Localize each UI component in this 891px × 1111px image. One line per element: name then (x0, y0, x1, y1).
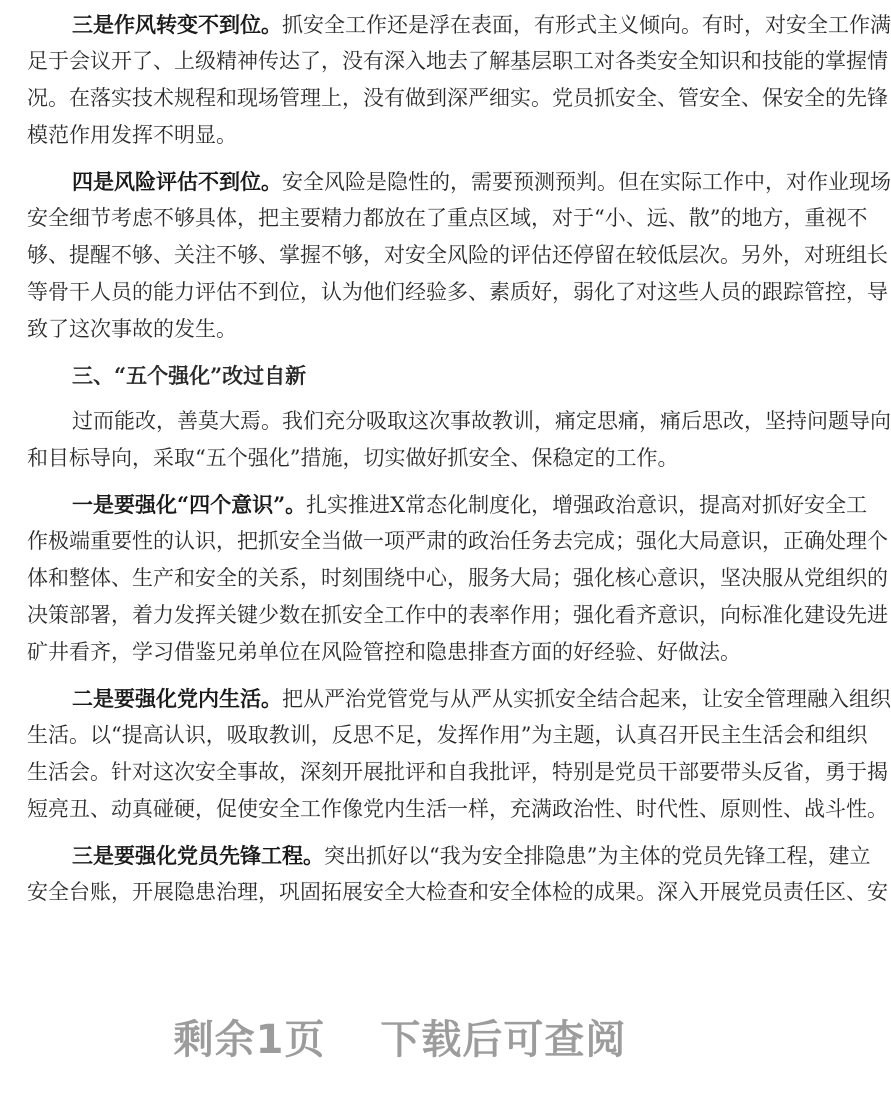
text-line (27, 634, 778, 671)
text-line (27, 717, 868, 754)
paragraph (27, 486, 888, 671)
paragraph-lead: 二是要强化党内生活。 (72, 686, 282, 711)
text-line (27, 597, 888, 634)
paragraph-lead: 一是要强化“四个意识”。 (72, 492, 307, 517)
line-text: 作极端重要性的认识，把抓安全当做一项严肃的政治任务去完成；强化大局意识，正确处理个 (27, 529, 888, 553)
line-text: 矿井看齐，学习借鉴兄弟单位在风险管控和隐患排查方面的好经验、好做法。 (27, 640, 741, 664)
text-line (27, 486, 868, 523)
text-line (27, 874, 888, 911)
line-text: 突出抓好以“我为安全排隐患”为主体的党员先锋工程，建立 (324, 844, 871, 868)
line-text: 安全细节考虑不够具体，把主要精力都放在了重点区域，对于“小、远、散”的地方，重视不 (27, 206, 868, 230)
line-text: 生活会。针对这次安全事故，深刻开展批评和自我批评，特别是党员干部要带头反省，勇于揭 (27, 760, 888, 784)
text-line (27, 403, 891, 440)
paragraph (27, 6, 891, 154)
text-line (27, 791, 888, 828)
text-line (27, 117, 778, 154)
text-line (27, 523, 888, 560)
text-line (27, 80, 888, 117)
text-line (27, 274, 888, 311)
line-text: 过而能改，善莫大焉。我们充分吸取这次事故教训，痛定思痛，痛后思改，坚持问题导向 (72, 409, 891, 433)
line-text: 体和整体、生产和安全的关系，时刻围绕中心，服务大局；强化核心意识，坚决服从党组织的 (27, 566, 888, 590)
text-line (27, 200, 868, 237)
section-heading: 三、“五个强化”改过自新 (72, 363, 307, 388)
line-text: 扎实推进X常态化制度化，增强政治意识，提高对抓好安全工 (306, 493, 868, 517)
paragraph (27, 403, 891, 477)
line-text: 把从严治党管党与从严从实抓安全结合起来，让安全管理融入组织 (282, 687, 891, 711)
line-text: 足于会议开了、上级精神传达了，没有深入地去了解基层职工对各类安全知识和技能的掌握情 (27, 49, 888, 73)
line-text: 生活。以“提高认识，吸取教训，反思不足，发挥作用”为主题，认真召开民主生活会和组织 (27, 723, 868, 747)
line-text: 安全风险是隐性的，需要预测预判。但在实际工作中，对作业现场 (282, 170, 891, 194)
paragraph (27, 163, 891, 348)
download-prompt[interactable] (0, 1008, 800, 1065)
paragraph (27, 837, 888, 911)
remaining-pages-label: 剩余1页 (173, 1017, 326, 1063)
download-to-view-label[interactable]: 下载后可查阅 (380, 1017, 627, 1063)
line-text: 安全台账，开展隐患治理，巩固拓展安全大检查和安全体检的成果。深入开展党员责任区、安 (27, 880, 888, 904)
paragraph-lead: 三是要强化党员先锋工程。 (72, 843, 324, 868)
line-text: 模范作用发挥不明显。 (27, 123, 237, 147)
text-line (27, 837, 871, 874)
text-line (27, 440, 778, 477)
text-line (27, 680, 891, 717)
line-text: 够、提醒不够、关注不够、掌握不够，对安全风险的评估还停留在较低层次。另外，对班组长 (27, 243, 888, 267)
paragraph-lead: 三是作风转变不到位。 (72, 12, 282, 37)
text-line (27, 560, 888, 597)
text-line (27, 311, 778, 348)
line-text: 况。在落实技术规程和现场管理上，没有做到深严细实。党员抓安全、管安全、保安全的先锋 (27, 86, 888, 110)
paragraph-lead: 四是风险评估不到位。 (72, 169, 282, 194)
line-text: 致了这次事故的发生。 (27, 317, 237, 341)
line-text: 等骨干人员的能力评估不到位，认为他们经验多、素质好，弱化了对这些人员的跟踪管控，导 (27, 280, 888, 304)
line-text: 抓安全工作还是浮在表面，有形式主义倾向。有时，对安全工作满 (282, 13, 891, 37)
text-line (27, 754, 888, 791)
text-line (27, 237, 888, 274)
document-body (27, 6, 891, 920)
line-text: 和目标导向，采取“五个强化”措施，切实做好抓安全、保稳定的工作。 (27, 446, 679, 470)
line-text: 决策部署，着力发挥关键少数在抓安全工作中的表率作用；强化看齐意识，向标准化建设先进 (27, 603, 888, 627)
text-line (27, 43, 888, 80)
paragraph (27, 680, 891, 828)
line-text: 短亮丑、动真碰硬，促使安全工作像党内生活一样，充满政治性、时代性、原则性、战斗性。 (27, 797, 888, 821)
text-line (27, 163, 891, 200)
text-line (27, 6, 891, 43)
